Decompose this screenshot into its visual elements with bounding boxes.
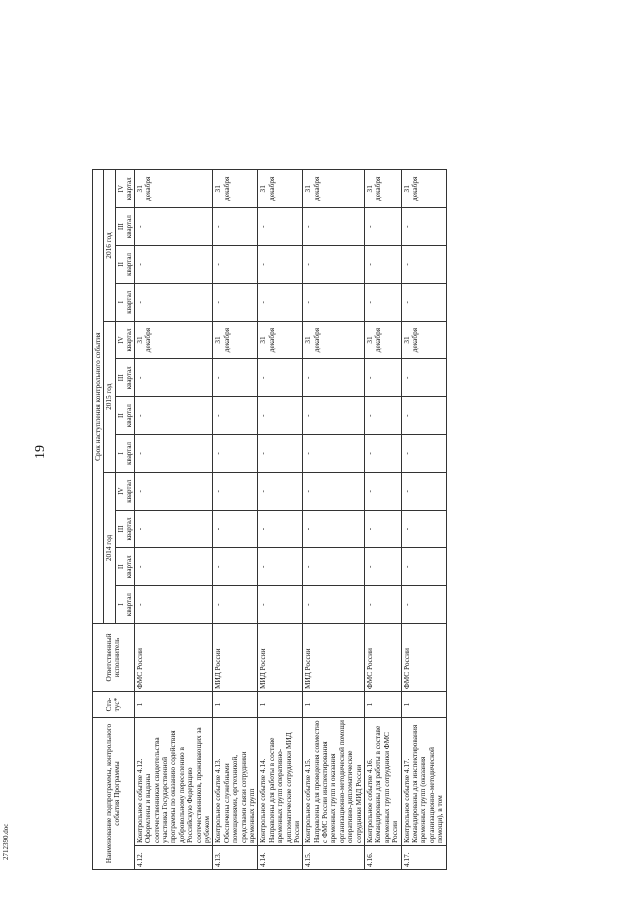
quarter-numeral: II (116, 413, 125, 418)
header-year-2016: 2016 год (104, 170, 115, 321)
quarter-header-cell (115, 170, 134, 208)
quarter-cell: - (401, 208, 446, 246)
quarter-cell: - (401, 397, 446, 435)
quarter-cell: - (134, 359, 213, 397)
quarter-cell: - (401, 246, 446, 284)
quarter-numeral: III (116, 223, 125, 231)
quarter-cell: - (134, 246, 213, 284)
quarter-header-cell (115, 246, 134, 284)
row-number: 4.12. (134, 846, 213, 870)
quarter-cell: - (401, 548, 446, 586)
status-cell: 1 (213, 692, 258, 718)
quarter-cell: - (134, 435, 213, 473)
quarter-word: квартал (124, 328, 133, 352)
executor-cell: ФМС России (401, 624, 446, 692)
quarter-word: квартал (124, 593, 133, 617)
executor-cell: МИД России (213, 624, 258, 692)
quarter-cell: - (303, 246, 365, 284)
quarter-cell: - (213, 510, 258, 548)
quarter-cell: - (365, 283, 402, 321)
quarter-cell: - (134, 208, 213, 246)
page-number: 19 (33, 445, 48, 459)
quarter-cell: - (303, 359, 365, 397)
quarter-word: квартал (124, 555, 133, 579)
quarter-cell: - (365, 510, 402, 548)
quarter-cell: - (365, 472, 402, 510)
quarter-cell: - (303, 435, 365, 473)
quarter-cell: - (134, 472, 213, 510)
quarter-cell: 31 декабря (401, 170, 446, 208)
quarter-cell: - (134, 397, 213, 435)
quarter-cell: - (401, 472, 446, 510)
table-row (258, 170, 303, 870)
quarter-cell: 31 декабря (213, 321, 258, 359)
quarter-cell: - (365, 246, 402, 284)
quarter-numeral: II (116, 262, 125, 267)
event-name: Контрольное событие 4.15. Направлены для проведения совместно с ФМС России инспектирования временных групп и оказания организационно-методической помощи оперативно-дипломатические сотрудники МИД России (303, 718, 365, 846)
header-name: Наименование подпрограммы, контрольного события Программы (93, 718, 135, 870)
quarter-cell: 31 декабря (401, 321, 446, 359)
quarter-word: квартал (124, 404, 133, 428)
event-name: Контрольное событие 4.14. Направлены для работы в составе временных групп оперативно-дипломатические сотрудники МИД России (258, 718, 303, 846)
table-row (213, 170, 258, 870)
quarter-cell: - (401, 510, 446, 548)
quarter-cell: - (365, 359, 402, 397)
quarter-numeral: I (116, 301, 125, 304)
table-row (303, 170, 365, 870)
quarter-numeral: III (116, 374, 125, 382)
quarter-numeral: IV (116, 185, 125, 193)
header-executor: Ответственный исполнитель (93, 624, 135, 692)
footer-code: 2712390.doc (2, 823, 10, 860)
quarter-cell: - (401, 359, 446, 397)
quarter-cell: - (134, 510, 213, 548)
quarter-cell: 31 декабря (303, 170, 365, 208)
event-name: Контрольное событие 4.12. Оформлены и выданы соотечественникам свидетельства участника Государственной программы по оказанию содействия добровольному переселению в Российскую Федерацию соотечественников, проживающих за рубежом (134, 718, 213, 846)
executor-cell: ФМС России (365, 624, 402, 692)
quarter-word: квартал (124, 290, 133, 314)
quarter-cell: - (365, 208, 402, 246)
row-number: 4.16. (365, 846, 402, 870)
quarter-cell: - (134, 586, 213, 624)
quarter-header-cell (115, 208, 134, 246)
quarter-header-cell (115, 359, 134, 397)
header-year-2015: 2015 год (104, 321, 115, 472)
quarter-header-cell (115, 586, 134, 624)
quarter-word: квартал (124, 366, 133, 390)
event-name: Контрольное событие 4.17. Командированы для инспектирования временных групп (оказания организационно-методической помощи), в том (401, 718, 446, 846)
executor-cell: МИД России (303, 624, 365, 692)
quarter-cell: - (258, 397, 303, 435)
table-row (365, 170, 402, 870)
quarter-cell: - (303, 283, 365, 321)
quarter-cell: - (213, 586, 258, 624)
rotated-table-area (92, 170, 612, 870)
row-number: 4.15. (303, 846, 365, 870)
quarter-cell: - (258, 208, 303, 246)
quarter-cell: - (303, 397, 365, 435)
quarter-header-cell (115, 283, 134, 321)
quarter-cell: 31 декабря (134, 170, 213, 208)
quarter-word: квартал (124, 252, 133, 276)
quarter-word: квартал (124, 517, 133, 541)
quarter-cell: - (258, 359, 303, 397)
quarter-cell: - (134, 548, 213, 586)
quarter-cell: 31 декабря (365, 321, 402, 359)
quarter-numeral: III (116, 525, 125, 533)
quarter-word: квартал (124, 215, 133, 239)
quarter-header-cell (115, 397, 134, 435)
quarter-cell: 31 декабря (365, 170, 402, 208)
quarter-numeral: IV (116, 487, 125, 495)
quarter-cell: - (213, 246, 258, 284)
quarter-cell: - (303, 208, 365, 246)
quarter-cell: - (303, 548, 365, 586)
status-cell: 1 (401, 692, 446, 718)
quarter-numeral: I (116, 603, 125, 606)
row-number: 4.14. (258, 846, 303, 870)
status-cell: 1 (258, 692, 303, 718)
quarter-numeral: I (116, 452, 125, 455)
quarter-cell: - (213, 435, 258, 473)
quarter-cell: - (213, 397, 258, 435)
quarter-word: квартал (124, 479, 133, 503)
row-number: 4.13. (213, 846, 258, 870)
table-row (134, 170, 213, 870)
table-row (401, 170, 446, 870)
quarter-cell: - (213, 472, 258, 510)
quarter-cell: - (401, 586, 446, 624)
quarter-word: квартал (124, 441, 133, 465)
quarter-cell: - (258, 283, 303, 321)
quarter-numeral: IV (116, 336, 125, 344)
quarter-header-cell (115, 548, 134, 586)
header-deadline: Срок наступления контрольного события (93, 170, 104, 624)
quarter-word: квартал (124, 177, 133, 201)
executor-cell: МИД России (258, 624, 303, 692)
quarter-cell: - (213, 548, 258, 586)
quarter-cell: - (365, 548, 402, 586)
quarter-cell: 31 декабря (258, 170, 303, 208)
quarter-header-cell (115, 510, 134, 548)
quarter-cell: - (401, 435, 446, 473)
quarter-cell: 31 декабря (134, 321, 213, 359)
quarter-cell: - (365, 397, 402, 435)
status-cell: 1 (365, 692, 402, 718)
status-cell: 1 (134, 692, 213, 718)
quarter-cell: - (213, 283, 258, 321)
quarter-cell: 31 декабря (258, 321, 303, 359)
quarter-header-cell (115, 435, 134, 473)
quarter-cell: - (303, 510, 365, 548)
status-cell: 1 (303, 692, 365, 718)
quarter-cell: - (303, 586, 365, 624)
quarter-cell: - (258, 435, 303, 473)
quarter-cell: - (365, 435, 402, 473)
quarter-numeral: II (116, 564, 125, 570)
quarter-cell: 31 декабря (213, 170, 258, 208)
table-body (134, 170, 446, 870)
event-name: Контрольное событие 4.13. Обеспечены служебными помещениями, оргтехникой, средствами связи сотрудники временных групп (213, 718, 258, 846)
control-events-table (92, 169, 447, 870)
header-status: Ста-тус* (93, 692, 135, 718)
quarter-cell: 31 декабря (303, 321, 365, 359)
quarter-cell: - (213, 208, 258, 246)
quarter-cell: - (258, 246, 303, 284)
quarter-header-cell (115, 321, 134, 359)
quarter-cell: - (258, 472, 303, 510)
quarter-cell: - (401, 283, 446, 321)
quarter-cell: - (303, 472, 365, 510)
quarter-header-cell (115, 472, 134, 510)
quarter-cell: - (258, 586, 303, 624)
quarter-cell: - (258, 510, 303, 548)
quarter-cell: - (134, 283, 213, 321)
quarter-cell: - (258, 548, 303, 586)
row-number: 4.17. (401, 846, 446, 870)
executor-cell: ФМС России (134, 624, 213, 692)
header-year-2014: 2014 год (104, 472, 115, 623)
event-name: Контрольное событие 4.16. Командированы для работы в составе временных групп сотрудники ФМС России (365, 718, 402, 846)
quarter-cell: - (365, 586, 402, 624)
quarter-cell: - (213, 359, 258, 397)
